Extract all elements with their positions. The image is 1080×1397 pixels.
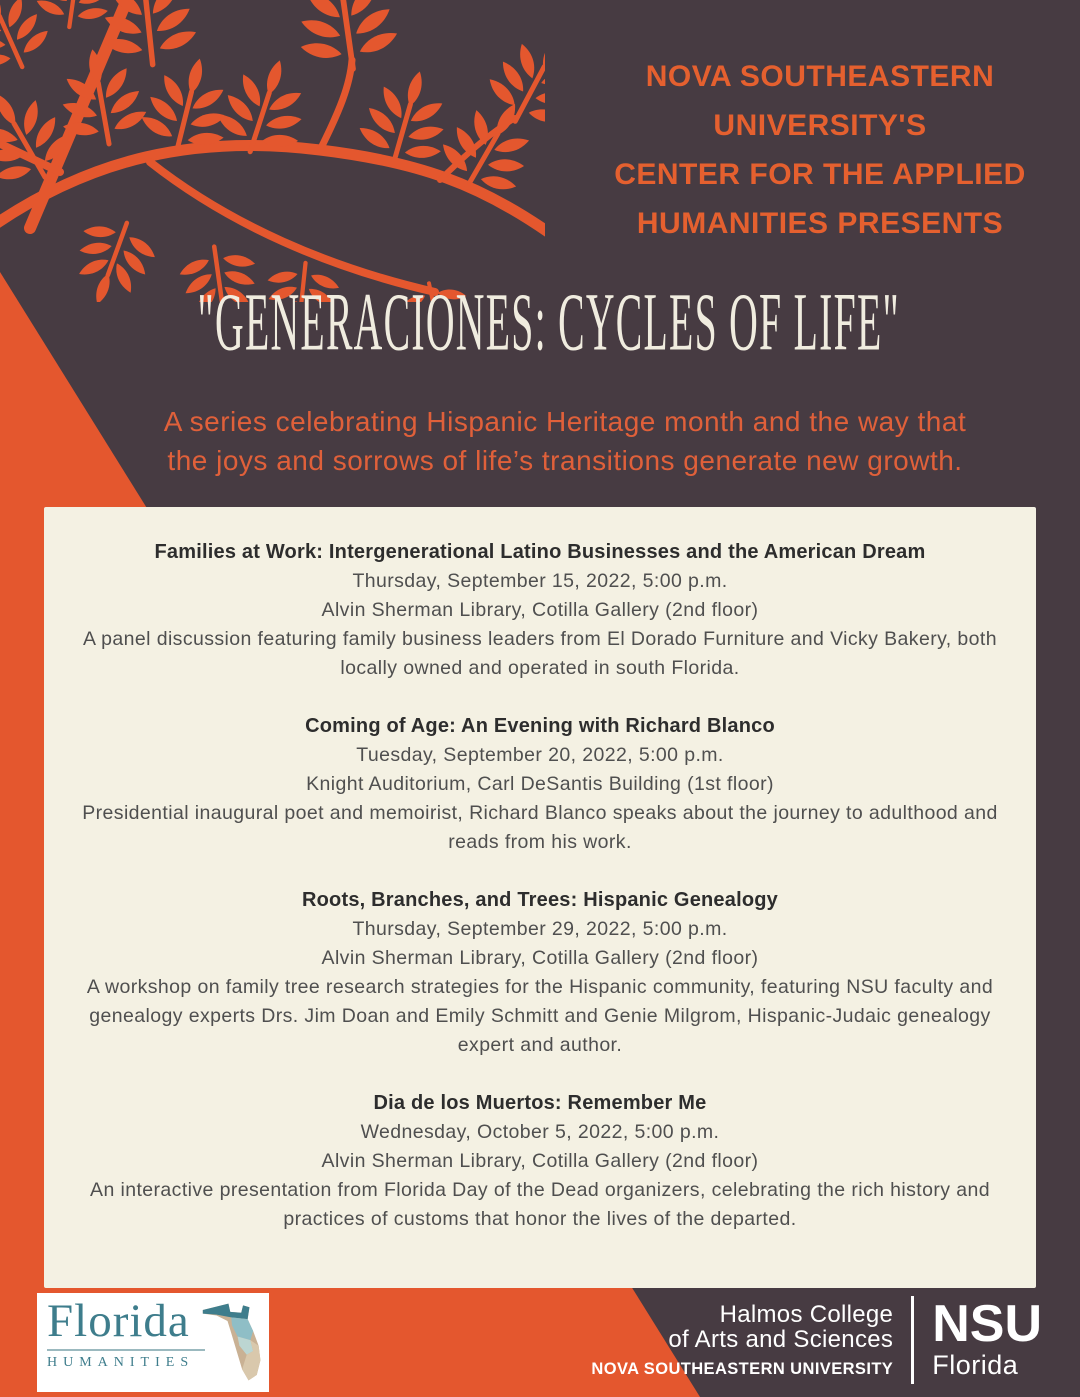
nsu-logo-abbr: NSU (932, 1295, 1042, 1353)
event-date: Thursday, September 29, 2022, 5:00 p.m. (352, 918, 728, 940)
university-name: NOVA SOUTHEASTERN UNIVERSITY (591, 1359, 894, 1378)
subtitle-line: the joys and sorrows of life’s transitions generate new growth. (167, 445, 963, 476)
event-title: Dia de los Muertos: Remember Me (373, 1092, 707, 1114)
event-location: Alvin Sherman Library, Cotilla Gallery (2nd floor) (321, 947, 759, 969)
event-location: Knight Auditorium, Carl DeSantis Building (1st floor) (306, 773, 774, 795)
subtitle-line: A series celebrating Hispanic Heritage month and the way that (163, 406, 967, 437)
event-description: Presidential inaugural poet and memoirist, Richard Blanco speaks about the journey to adulthood and reads from his work. (82, 802, 998, 853)
poster-title (0, 277, 1080, 369)
tree-branch-icon (0, 0, 545, 302)
event-families-at-work (70, 538, 1010, 683)
footer-divider (911, 1296, 914, 1384)
presenter-line: CENTER FOR THE APPLIED (614, 158, 1026, 191)
event-title: Coming of Age: An Evening with Richard Blanco (305, 715, 775, 737)
event-title: Roots, Branches, and Trees: Hispanic Genealogy (301, 889, 778, 911)
nsu-logo (932, 1295, 1042, 1381)
halmos-line: Halmos College (719, 1300, 894, 1328)
event-description: A panel discussion featuring family business leaders from El Dorado Furniture and Vicky Bakery, both locally owned and operated in south Florida. (83, 628, 997, 679)
florida-humanities-wordmark (47, 1295, 205, 1371)
event-location: Alvin Sherman Library, Cotilla Gallery (2nd floor) (321, 1150, 759, 1172)
event-title: Families at Work: Intergenerational Latino Businesses and the American Dream (154, 541, 926, 563)
presenter-line: NOVA SOUTHEASTERN (645, 60, 995, 93)
event-location: Alvin Sherman Library, Cotilla Gallery (2nd floor) (321, 599, 759, 621)
florida-map-icon (201, 1297, 265, 1387)
presenter-header (565, 52, 1075, 248)
halmos-line: of Arts and Sciences (668, 1325, 894, 1353)
event-date: Thursday, September 15, 2022, 5:00 p.m. (352, 570, 728, 592)
event-date: Tuesday, September 20, 2022, 5:00 p.m. (356, 744, 724, 766)
event-coming-of-age (70, 712, 1010, 857)
halmos-college-block (591, 1302, 893, 1379)
event-description: An interactive presentation from Florida Day of the Dead organizers, celebrating the rich history and practices of customs that honor the lives of the departed. (90, 1179, 990, 1230)
poster-title-text: "GENERACIONES: CYCLES OF LIFE" (197, 277, 900, 369)
event-description: A workshop on family tree research strategies for the Hispanic community, featuring NSU faculty and genealogy experts Drs. Jim Doan and Emily Schmitt and Genie Milgrom, Hispanic-Judaic genealogy expert and author. (86, 976, 994, 1056)
florida-humanities-logo (37, 1293, 269, 1392)
events-panel (44, 507, 1036, 1288)
event-dia-de-los-muertos (70, 1089, 1010, 1234)
presenter-line: UNIVERSITY'S (713, 109, 927, 142)
presenter-line: HUMANITIES PRESENTS (636, 207, 1004, 240)
event-roots-branches-trees (70, 886, 1010, 1060)
florida-humanities-subtitle: HUMANITIES (47, 1355, 195, 1370)
event-date: Wednesday, October 5, 2022, 5:00 p.m. (360, 1121, 720, 1143)
florida-humanities-name: Florida (47, 1295, 190, 1347)
nsu-footer (591, 1296, 1042, 1384)
florida-humanities-rule (47, 1349, 205, 1351)
nsu-logo-region: Florida (932, 1350, 1019, 1380)
poster-subtitle (60, 402, 1070, 480)
